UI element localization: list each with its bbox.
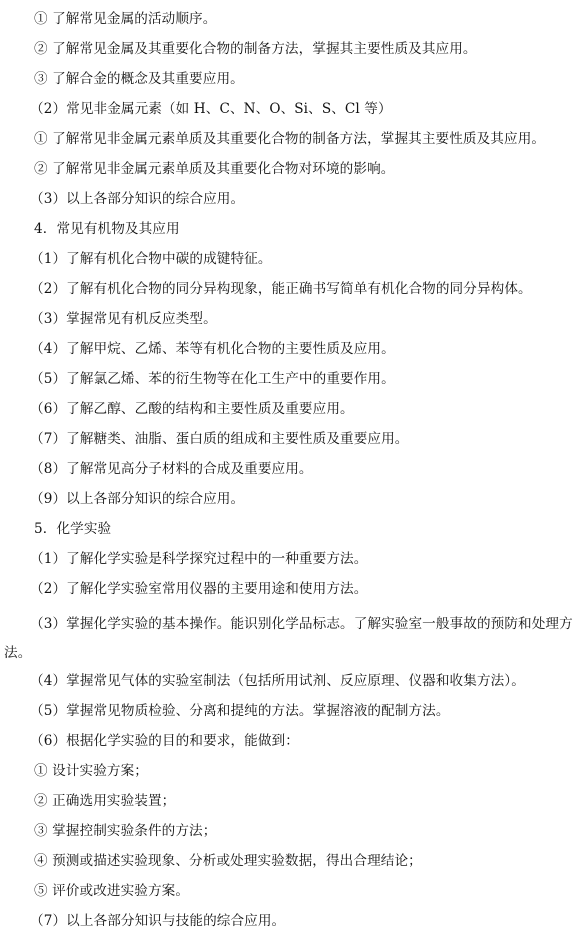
text-line: ① 设计实验方案； bbox=[34, 763, 148, 779]
text-line: （6）根据化学实验的目的和要求，能做到： bbox=[30, 733, 299, 749]
text-line: （8）了解常见高分子材料的合成及重要应用。 bbox=[30, 461, 313, 477]
text-line: ② 了解常见非金属元素单质及其重要化合物对环境的影响。 bbox=[34, 161, 395, 177]
text-line: ③ 掌握控制实验条件的方法； bbox=[34, 823, 217, 839]
text-paragraph: （3）掌握化学实验的基本操作。能识别化学品标志。了解实验室一般事故的预防和处理方法。 bbox=[4, 616, 573, 661]
text-line: （5）了解氯乙烯、苯的衍生物等在化工生产中的重要作用。 bbox=[30, 371, 395, 387]
section-heading: 5．化学实验 bbox=[34, 521, 112, 537]
text-line: （1）了解有机化合物中碳的成键特征。 bbox=[30, 251, 272, 267]
text-line: ② 正确选用实验装置； bbox=[34, 793, 176, 809]
text-line: （2）了解化学实验室常用仪器的主要用途和使用方法。 bbox=[30, 581, 368, 597]
text-line: ⑤ 评价或改进实验方案。 bbox=[34, 883, 190, 899]
text-line: （9）以上各部分知识的综合应用。 bbox=[30, 491, 245, 507]
text-line: ② 了解常见金属及其重要化合物的制备方法，掌握其主要性质及其应用。 bbox=[34, 41, 477, 57]
text-line: ① 了解常见金属的活动顺序。 bbox=[34, 11, 217, 27]
section-heading: 4．常见有机物及其应用 bbox=[34, 221, 180, 237]
text-line: ④ 预测或描述实验现象、分析或处理实验数据，得出合理结论； bbox=[34, 853, 422, 869]
text-line: （2）常见非金属元素（如 H、C、N、O、Si、S、Cl 等） bbox=[30, 101, 392, 117]
text-line: （2）了解有机化合物的同分异构现象，能正确书写简单有机化合物的同分异构体。 bbox=[30, 281, 532, 297]
text-line: （4）掌握常见气体的实验室制法（包括所用试剂、反应原理、仪器和收集方法）。 bbox=[30, 673, 525, 689]
text-line: ① 了解常见非金属元素单质及其重要化合物的制备方法，掌握其主要性质及其应用。 bbox=[34, 131, 546, 147]
text-line: ③ 了解合金的概念及其重要应用。 bbox=[34, 71, 244, 87]
text-line: （7）了解糖类、油脂、蛋白质的组成和主要性质及重要应用。 bbox=[30, 431, 409, 447]
text-line: （4）了解甲烷、乙烯、苯等有机化合物的主要性质及应用。 bbox=[30, 341, 395, 357]
text-line: （7）以上各部分知识与技能的综合应用。 bbox=[30, 913, 286, 929]
text-line: （1）了解化学实验是科学探究过程中的一种重要方法。 bbox=[30, 551, 368, 567]
text-line: （3）以上各部分知识的综合应用。 bbox=[30, 191, 245, 207]
text-line: （5）掌握常见物质检验、分离和提纯的方法。掌握溶液的配制方法。 bbox=[30, 703, 450, 719]
text-line: （3）掌握常见有机反应类型。 bbox=[30, 311, 217, 327]
text-line: （6）了解乙醇、乙酸的结构和主要性质及重要应用。 bbox=[30, 401, 354, 417]
